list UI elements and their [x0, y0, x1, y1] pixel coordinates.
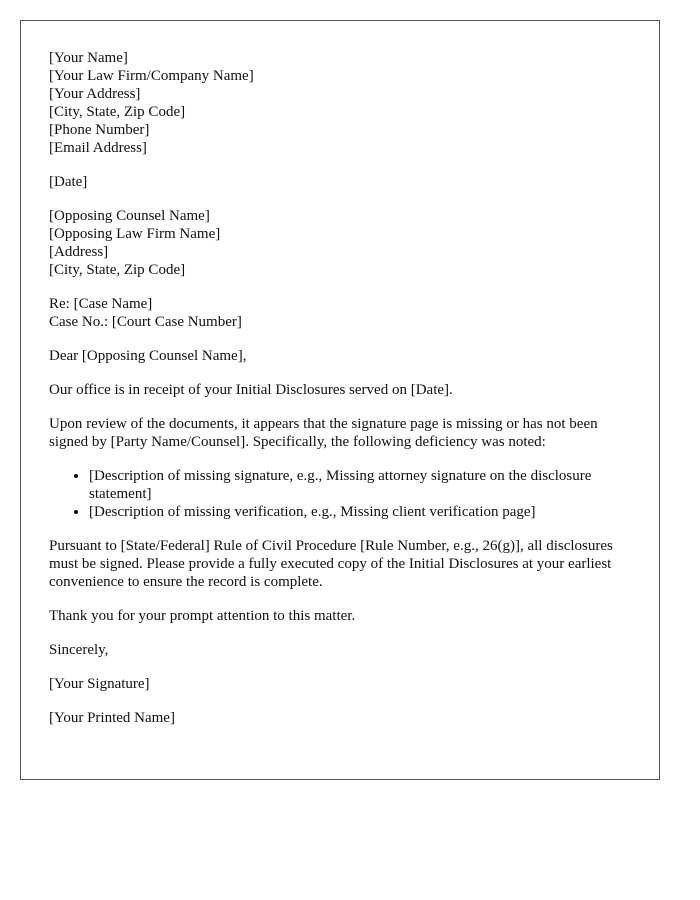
- recipient-city-state-zip: [City, State, Zip Code]: [49, 262, 186, 278]
- list-item: • [Description of missing verification, e.g., Missing client verification page]: [89, 503, 631, 521]
- sender-email: [Email Address]: [49, 140, 147, 156]
- letter-page: [20, 20, 660, 780]
- sender-name: [Your Name]: [49, 50, 128, 66]
- signature: [Your Signature]: [49, 676, 150, 692]
- sender-city-state-zip: [City, State, Zip Code]: [49, 104, 186, 120]
- body-paragraph-1: Our office is in receipt of your Initial Disclosures served on [Date].: [49, 382, 453, 398]
- reference-block: [49, 295, 631, 331]
- recipient-firm: [Opposing Law Firm Name]: [49, 226, 221, 242]
- sender-address: [Your Address]: [49, 86, 141, 102]
- sender-firm: [Your Law Firm/Company Name]: [49, 68, 254, 84]
- recipient-block: [49, 207, 631, 279]
- body-paragraph-3: Pursuant to [State/Federal] Rule of Civil Procedure [Rule Number, e.g., 26(g)], all disclosures must be signed. Please provide a fully executed copy of the Initial Disclosures at your earliest convenience to ensure the record is complete.: [49, 538, 613, 590]
- recipient-address: [Address]: [49, 244, 109, 260]
- sender-block: [49, 49, 631, 157]
- reference-case-no: Case No.: [Court Case Number]: [49, 314, 242, 330]
- salutation: Dear [Opposing Counsel Name],: [49, 348, 247, 364]
- reference-re: Re: [Case Name]: [49, 296, 153, 312]
- list-item: • [Description of missing signature, e.g., Missing attorney signature on the disclosure statement]: [89, 467, 631, 503]
- letter-date: [Date]: [49, 174, 88, 190]
- body-paragraph-4: Thank you for your prompt attention to this matter.: [49, 608, 356, 624]
- printed-name: [Your Printed Name]: [49, 710, 175, 726]
- recipient-name: [Opposing Counsel Name]: [49, 208, 210, 224]
- closing: Sincerely,: [49, 642, 109, 658]
- body-paragraph-2: Upon review of the documents, it appears that the signature page is missing or has not been signed by [Party Name/Counsel]. Specifically, the following deficiency was noted:: [49, 416, 598, 450]
- deficiency-list: [49, 467, 631, 521]
- sender-phone: [Phone Number]: [49, 122, 150, 138]
